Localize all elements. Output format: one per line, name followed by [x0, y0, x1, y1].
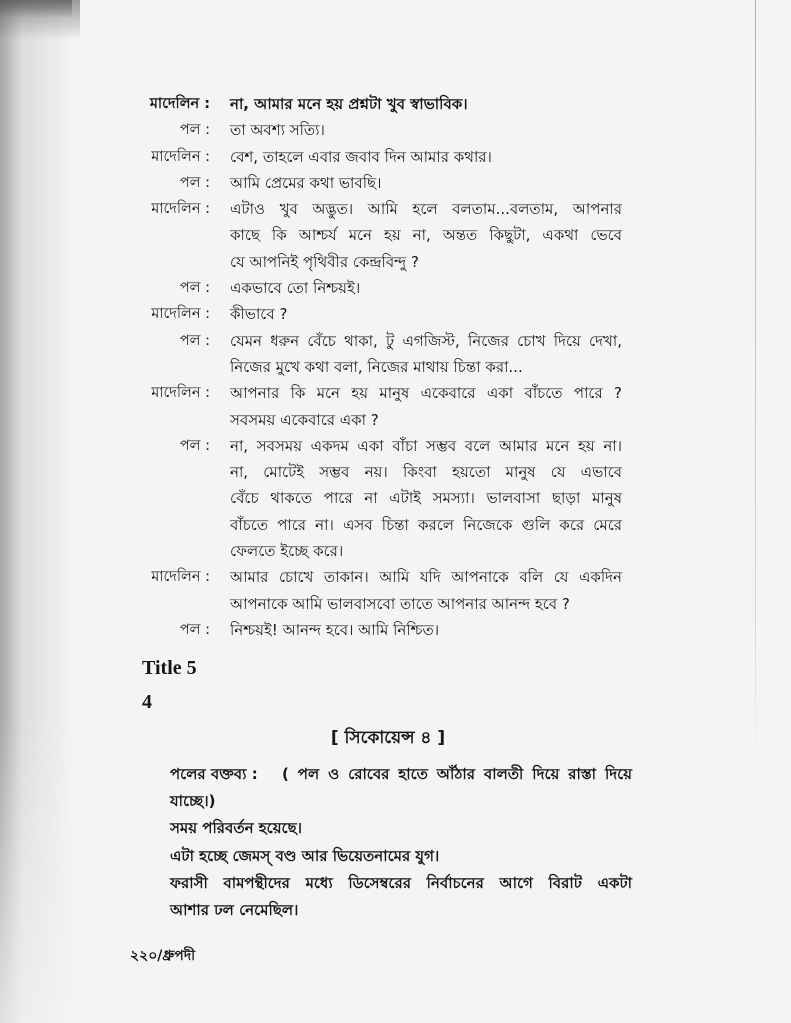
dialogue-section	[0, 91, 760, 643]
dialogue-lines	[230, 117, 622, 143]
dialogue-turn	[0, 301, 760, 327]
dialogue-line: বাঁচতে পারে না। এসব চিন্তা করলে নিজেকে গুলি করে মেরে	[230, 515, 622, 534]
narration-line: আশার ঢল নেমেছিল।	[170, 900, 299, 919]
narration-first-line	[170, 761, 632, 788]
sequence-heading: [ সিকোয়েন্স ৪ ]	[330, 728, 446, 748]
dialogue-turn	[0, 91, 760, 117]
dialogue-lines	[230, 301, 622, 327]
dialogue-line: এটাও খুব অদ্ভুত। আমি হলে বলতাম...বলতাম, আপনার	[230, 200, 622, 219]
scan-shadow-corner	[0, 0, 72, 18]
dialogue-line: কীভাবে ?	[230, 305, 288, 324]
narration-line: এটা হচ্ছে জেমস্ বণ্ড আর ভিয়েতনামের যুগ।	[170, 846, 440, 865]
dialogue-turn	[0, 144, 760, 170]
dialogue-lines	[230, 144, 622, 170]
title-number: 4	[142, 691, 152, 713]
dialogue-line: সবসময় একেবারে একা ?	[230, 410, 379, 429]
narration-section	[170, 761, 632, 924]
dialogue-line: যেমন ধরুন বেঁচে থাকা, টু এগজিস্ট, নিজের চোখ দিয়ে দেখা,	[230, 331, 622, 350]
dialogue-turn	[0, 275, 760, 301]
dialogue-lines	[230, 564, 622, 617]
dialogue-line: না, মোটেই সম্ভব নয়। কিংবা হয়তো মানুষ যে এভাবে	[230, 463, 622, 482]
dialogue-line: তা অবশ্য সত্যি।	[230, 121, 325, 140]
speaker-label: পল :	[179, 174, 210, 191]
speaker-label: মাদেলিন :	[151, 569, 210, 586]
dialogue-lines	[230, 275, 622, 301]
speaker-label: মাদেলিন :	[149, 96, 210, 112]
dialogue-lines	[230, 170, 622, 196]
dialogue-lines	[230, 328, 622, 381]
speaker-label: পল :	[179, 437, 210, 454]
speaker-label: মাদেলিন :	[151, 201, 210, 218]
speaker-label: মাদেলিন :	[151, 385, 210, 402]
speaker-label: পল :	[179, 332, 210, 349]
dialogue-line: আপনার কি মনে হয় মানুষ একেবারে একা বাঁচতে পারে ?	[230, 384, 622, 403]
dialogue-line: না, সবসময় একদম একা বাঁচা সম্ভব বলে আমার মনে হয় না।	[230, 436, 622, 455]
dialogue-line: আমার চোখে তাকান। আমি যদি আপনাকে বলি যে একদিন	[230, 568, 622, 587]
dialogue-lines	[230, 196, 622, 275]
dialogue-turn	[0, 433, 760, 564]
dialogue-line: আপনাকে আমি ভালবাসবো তাতে আপনার আনন্দ হবে ?	[230, 594, 570, 613]
speaker-label: পল :	[179, 122, 210, 139]
dialogue-line: বেশ, তাহলে এবার জবাব দিন আমার কথার।	[230, 147, 492, 166]
dialogue-line: বেঁচে থাকতে পারে না এটাই সমস্যা। ভালবাসা ছাড়া মানুষ	[230, 489, 622, 508]
dialogue-line: আমি প্রেমের কথা ভাবছি।	[230, 173, 382, 192]
narration-line: যাচ্ছে।)	[170, 792, 216, 811]
dialogue-lines	[230, 380, 622, 433]
dialogue-lines	[230, 617, 622, 643]
narration-line: ( পল ও রোবের হাতে আঁঠার বালতী দিয়ে রাস্তা দিয়ে	[282, 765, 632, 783]
dialogue-line: যে আপনিই পৃথিবীর কেন্দ্রবিন্দু ?	[230, 252, 419, 271]
dialogue-line: নিজের মুখে কথা বলা, নিজের মাথায় চিন্তা করা...	[230, 357, 523, 376]
dialogue-turn	[0, 564, 760, 617]
dialogue-turn	[0, 170, 760, 196]
dialogue-line: ফেলতে ইচ্ছে করে।	[230, 542, 344, 561]
dialogue-line: কাছে কি আশ্চর্য মনে হয় না, অন্তত কিছুটা, একথা ভেবে	[230, 226, 622, 245]
speaker-label: পল :	[179, 621, 210, 638]
dialogue-line: না, আমার মনে হয় প্রশ্নটা খুব স্বাভাবিক।	[230, 95, 468, 113]
speaker-label: মাদেলিন :	[151, 306, 210, 323]
page-footer: ২২০/ধ্রুপদী	[130, 948, 196, 964]
dialogue-lines	[230, 433, 622, 564]
dialogue-turn	[0, 196, 760, 275]
dialogue-turn	[0, 328, 760, 381]
dialogue-turn	[0, 117, 760, 143]
narration-line: সময় পরিবর্তন হয়েছে।	[170, 819, 303, 838]
narration-speaker-label: পলের বক্তব্য :	[170, 765, 258, 783]
speaker-label: মাদেলিন :	[151, 148, 210, 165]
dialogue-lines	[230, 91, 622, 117]
dialogue-line: একভাবে তো নিশ্চয়ই।	[230, 279, 361, 298]
speaker-label: পল :	[179, 280, 210, 297]
dialogue-turn	[0, 380, 760, 433]
dialogue-turn	[0, 617, 760, 643]
title-label: Title 5	[142, 657, 197, 679]
narration-line: ফরাসী বামপন্থীদের মধ্যে ডিসেম্বরের নির্বাচনের আগে বিরাট একটা	[170, 873, 632, 892]
dialogue-line: নিশ্চয়ই! আনন্দ হবে। আমি নিশ্চিত।	[230, 620, 440, 639]
